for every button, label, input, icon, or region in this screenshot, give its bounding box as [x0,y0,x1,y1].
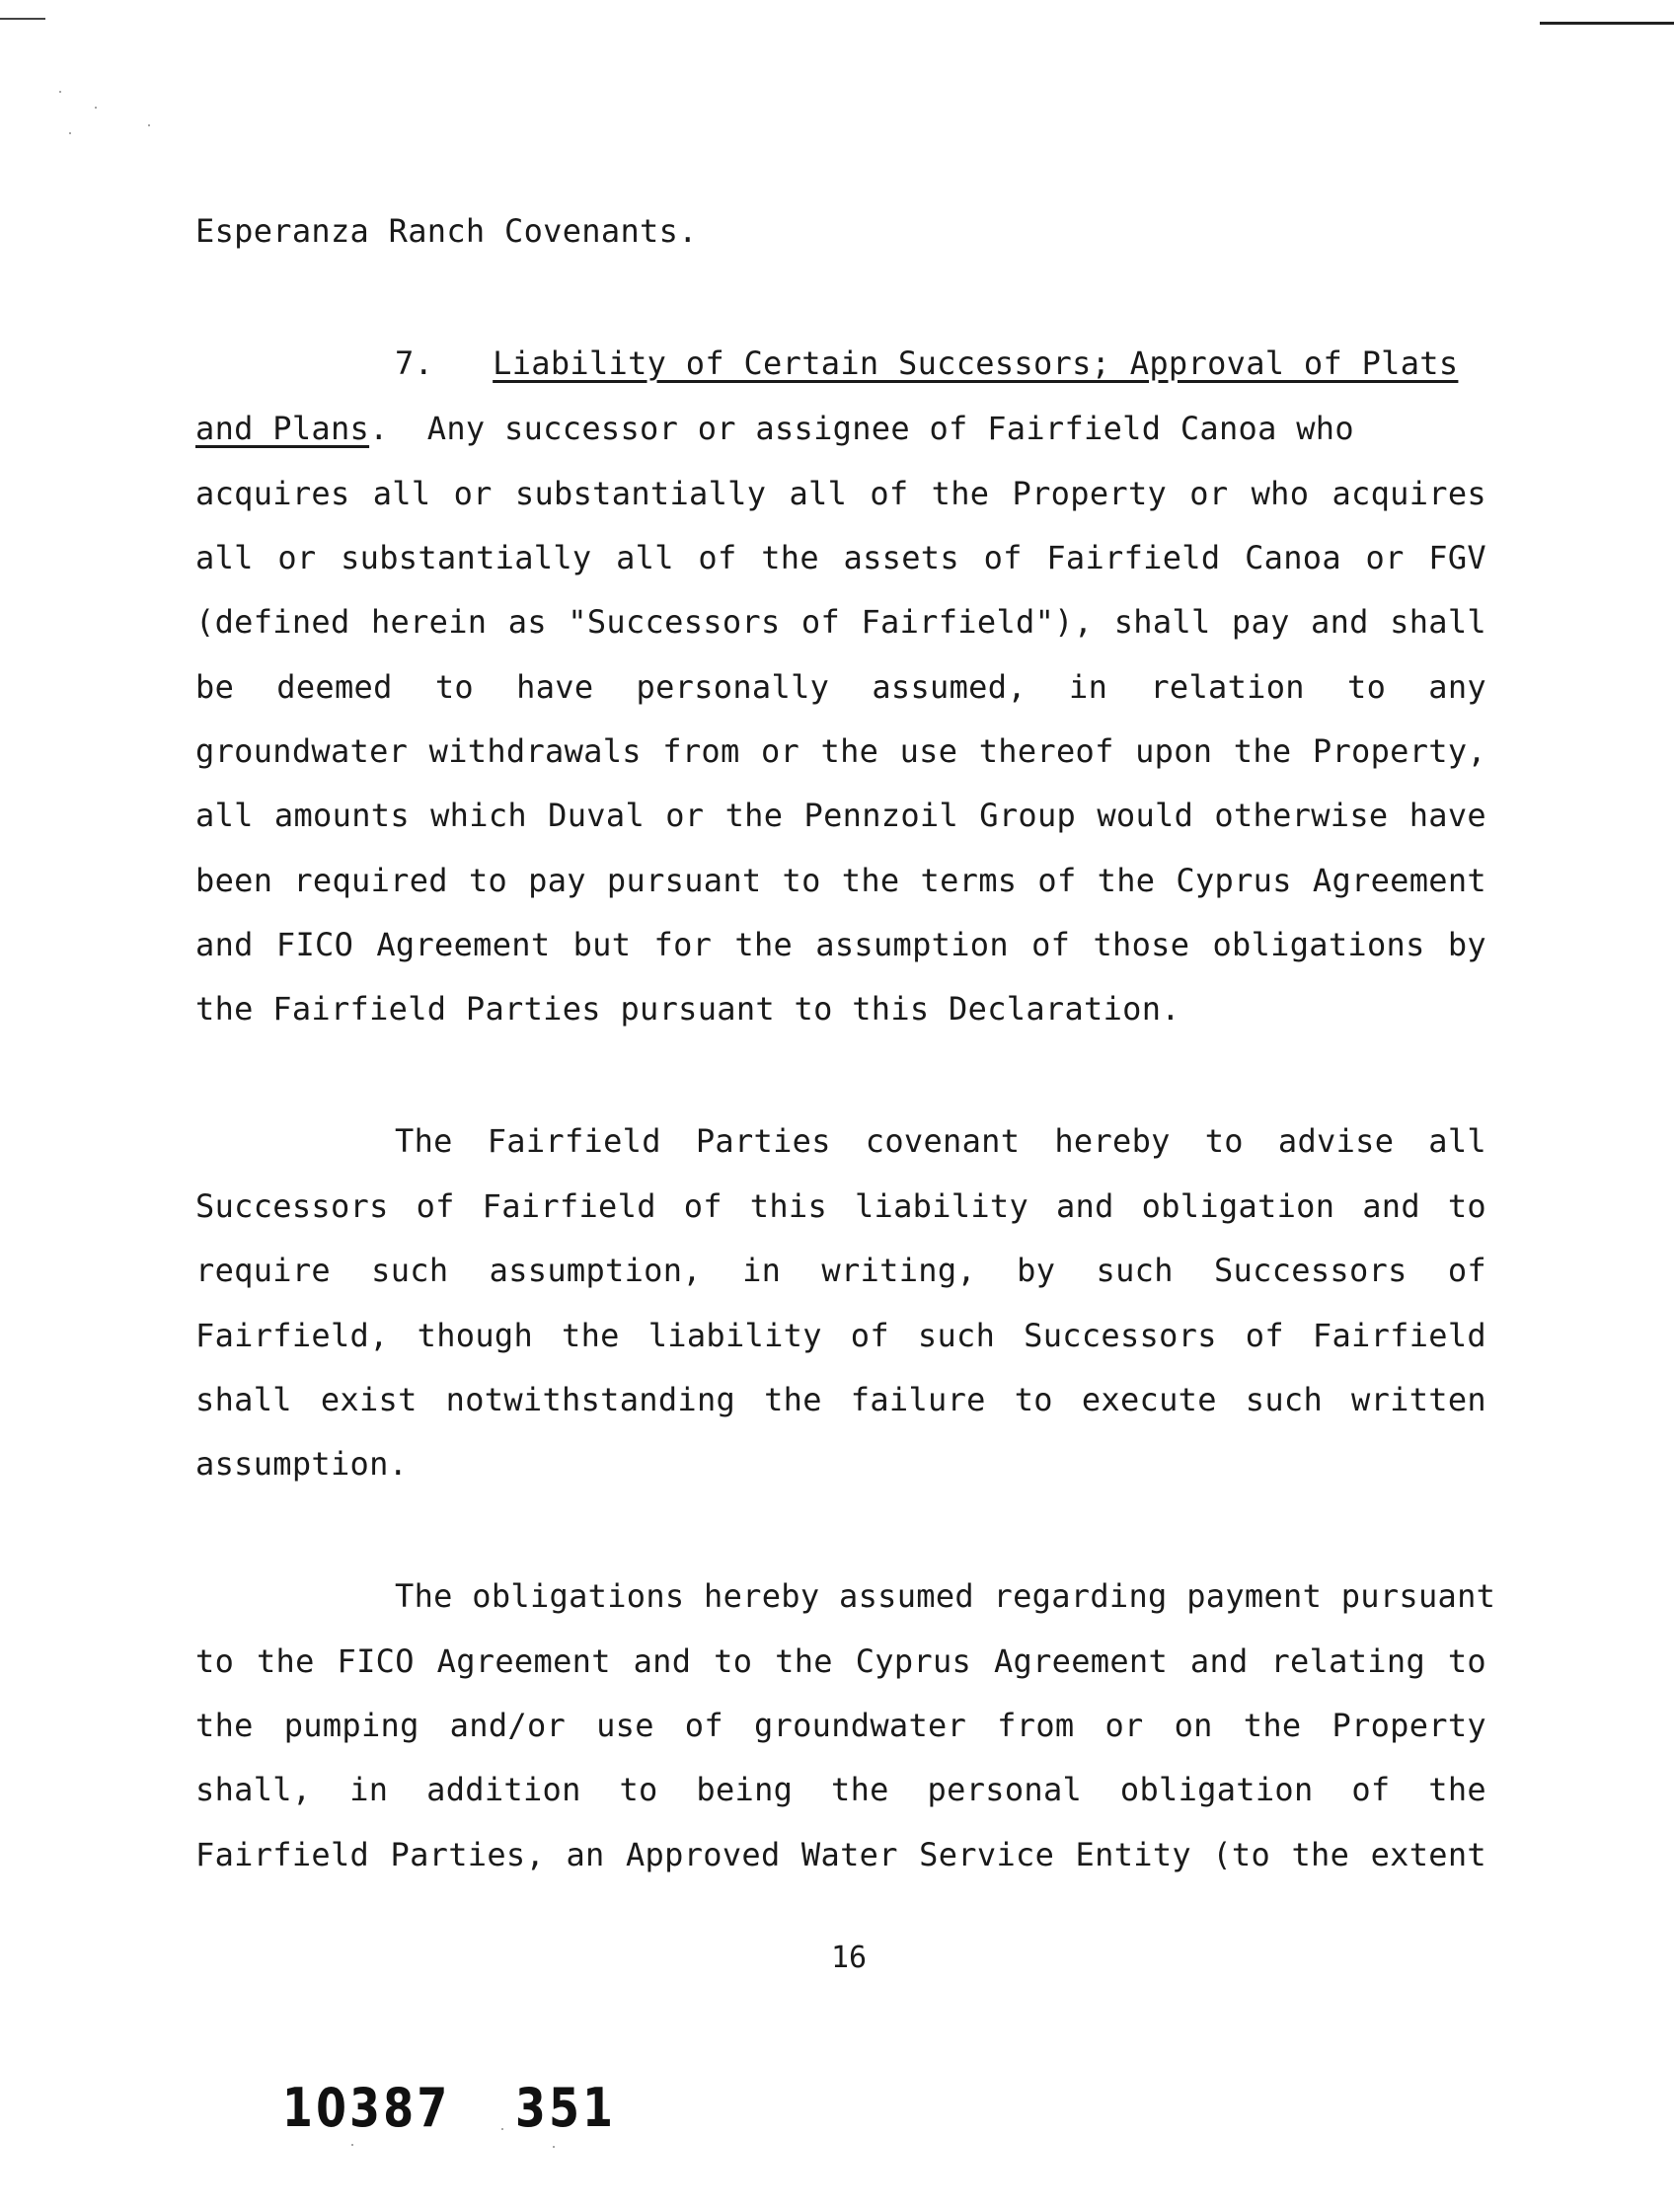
text-line: shall exist notwithstanding the failure to execute such written [195,1381,1486,1418]
text-line: (defined herein as "Successors of Fairfield"), shall pay and shall [195,603,1486,641]
scan-speck [351,2144,353,2146]
recording-stamp-page: 351 [515,2077,617,2139]
text-line: The obligations hereby assumed regarding payment pursuant [395,1577,1496,1615]
scan-speck [501,2128,503,2130]
text-line [195,409,1486,448]
section-heading: Liability of Certain Successors; Approval of Plats [493,344,1459,382]
text-line: require such assumption, in writing, by such Successors of [195,1252,1486,1289]
text-line: shall, in addition to being the personal obligation of the [195,1771,1486,1808]
text-line: the Fairfield Parties pursuant to this Declaration. [195,990,1180,1028]
text-span: . Any successor or assignee of Fairfield Canoa who [369,410,1354,447]
text-line: Successors of Fairfield of this liability and obligation and to [195,1187,1486,1225]
scan-speck [69,132,71,134]
text-line: groundwater withdrawals from or the use thereof upon the Property, [195,732,1486,770]
text-line: to the FICO Agreement and to the Cyprus Agreement and relating to [195,1642,1486,1680]
text-line: The Fairfield Parties covenant hereby to advise all [395,1122,1486,1160]
section-heading-line [395,343,1486,383]
section-number: 7. [395,344,434,382]
scan-speck [553,2146,555,2148]
text-line: the pumping and/or use of groundwater from or on the Property [195,1707,1486,1744]
section-heading-continued: and Plans [195,410,370,447]
text-line: been required to pay pursuant to the terms of the Cyprus Agreement [195,862,1486,899]
text-line: Fairfield, though the liability of such Successors of Fairfield [195,1317,1486,1354]
text-line: be deemed to have personally assumed, in relation to any [195,668,1486,706]
scan-artifact-left [0,18,45,20]
scan-speck [59,91,61,93]
text-line: Fairfield Parties, an Approved Water Service Entity (to the extent [195,1836,1486,1873]
text-line: all or substantially all of the assets of Fairfield Canoa or FGV [195,539,1486,576]
text-line: acquires all or substantially all of the Property or who acquires [195,475,1486,512]
text-line: assumption. [195,1445,409,1483]
scan-artifact-right [1540,22,1674,25]
page-number: 16 [830,1941,868,1975]
scan-speck [95,107,97,109]
text-line: Esperanza Ranch Covenants. [195,212,698,250]
text-line: and FICO Agreement but for the assumption of those obligations by [195,926,1486,963]
scan-speck [148,124,150,126]
recording-stamp-book: 10387 [282,2077,451,2139]
text-line: all amounts which Duval or the Pennzoil Group would otherwise have [195,797,1486,834]
